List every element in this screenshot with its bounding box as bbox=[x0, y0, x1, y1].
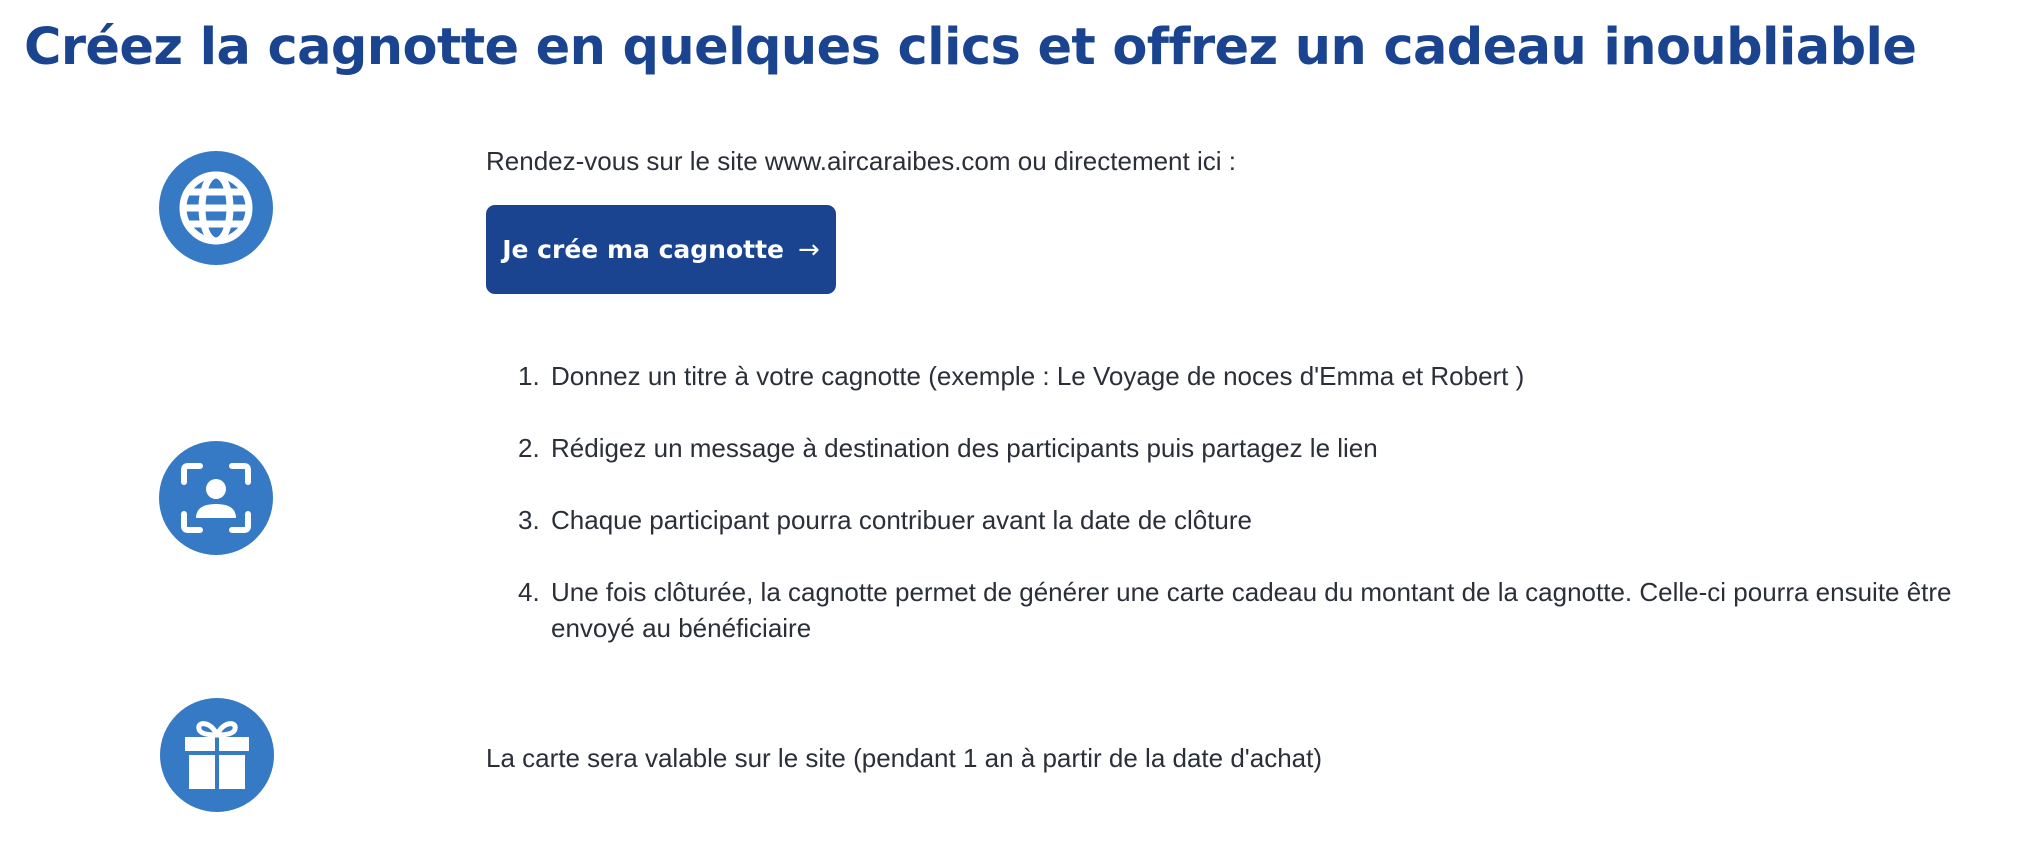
create-cagnotte-button[interactable] bbox=[486, 205, 836, 294]
gift-icon bbox=[160, 698, 274, 812]
list-item bbox=[486, 502, 2006, 538]
list-item bbox=[486, 574, 2006, 646]
step-text: Chaque participant pourra contribuer avant la date de clôture bbox=[551, 505, 1252, 535]
intro-text: Rendez-vous sur le site www.aircaraibes.com ou directement ici : bbox=[486, 146, 1236, 176]
steps-list bbox=[486, 358, 2006, 646]
step-text: Une fois clôturée, la cagnotte permet de générer une carte cadeau du montant de la cagnotte. Celle-ci pourra ensuite être envoyé au bénéficiaire bbox=[551, 577, 1952, 643]
arrow-right-icon: → bbox=[797, 234, 820, 265]
step-text: Rédigez un message à destination des participants puis partagez le lien bbox=[551, 433, 1378, 463]
create-cagnotte-button-label: Je crée ma cagnotte bbox=[502, 235, 784, 264]
list-item bbox=[486, 430, 2006, 466]
step-number: 1. bbox=[518, 361, 540, 391]
globe-icon bbox=[159, 151, 273, 265]
step-number: 2. bbox=[518, 433, 540, 463]
step-number: 3. bbox=[518, 505, 540, 535]
list-item bbox=[486, 358, 2006, 394]
validity-note: La carte sera valable sur le site (pendant 1 an à partir de la date d'achat) bbox=[486, 743, 1323, 773]
page-title: Créez la cagnotte en quelques clics et offrez un cadeau inoubliable bbox=[24, 18, 1917, 77]
step-number: 4. bbox=[518, 577, 540, 607]
person-scan-icon bbox=[159, 441, 273, 555]
step-text: Donnez un titre à votre cagnotte (exemple : Le Voyage de noces d'Emma et Robert ) bbox=[551, 361, 1525, 391]
